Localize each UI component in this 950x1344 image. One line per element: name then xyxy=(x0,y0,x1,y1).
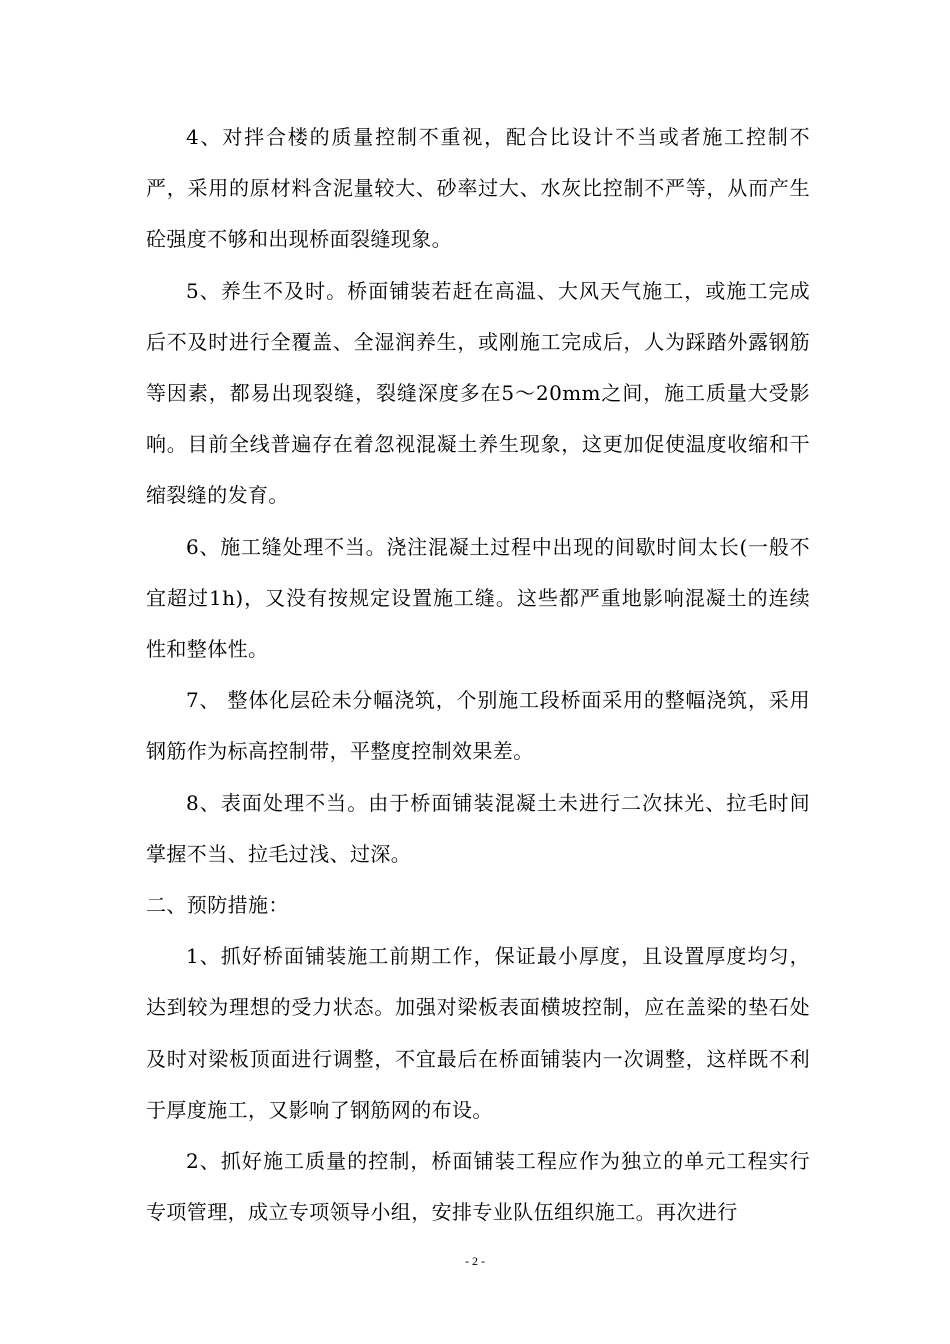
measure-paragraph-2: 2、抓好施工质量的控制，桥面铺装工程应作为独立的单元工程实行专项管理，成立专项领导小组，安排专业队伍组织施工。再次进行 xyxy=(146,1149,810,1225)
page-number: - 2 - xyxy=(465,1254,485,1268)
measure-paragraph-1: 1、抓好桥面铺装施工前期工作，保证最小厚度，且设置厚度均匀，达到较为理想的受力状态。加强对梁板表面横坡控制，应在盖梁的垫石处及时对梁板顶面进行调整，不宜最后在桥面铺装内一次调整，这样既不利于厚度施工，又影响了钢筋网的布设。 xyxy=(146,944,810,1122)
document-body xyxy=(146,112,810,1238)
cause-paragraph-4: 4、对拌合楼的质量控制不重视，配合比设计不当或者施工控制不严，采用的原材料含泥量较大、砂率过大、水灰比控制不严等，从而产生砼强度不够和出现桥面裂缝现象。 xyxy=(146,125,810,252)
cause-paragraph-7: 7、 整体化层砼未分幅浇筑，个别施工段桥面采用的整幅浇筑，采用钢筋作为标高控制带，平整度控制效果差。 xyxy=(146,688,810,764)
section-heading: 二、预防措施： xyxy=(146,893,289,918)
cause-paragraph-6: 6、施工缝处理不当。浇注混凝土过程中出现的间歇时间太长(一般不宜超过1h)，又没有按规定设置施工缝。这些都严重地影响混凝土的连续性和整体性。 xyxy=(146,534,810,662)
cause-paragraph-8: 8、表面处理不当。由于桥面铺装混凝土未进行二次抹光、拉毛时间掌握不当、拉毛过浅、过深。 xyxy=(146,790,810,866)
cause-paragraph-5: 5、养生不及时。桥面铺装若赶在高温、大风天气施工，或施工完成后不及时进行全覆盖、全湿润养生，或刚施工完成后，人为踩踏外露钢筋等因素，都易出现裂缝，裂缝深度多在5～20mm之间，施工质量大受影响。目前全线普遍存在着忽视混凝土养生现象，这更加促使温度收缩和干缩裂缝的发育。 xyxy=(146,278,810,508)
